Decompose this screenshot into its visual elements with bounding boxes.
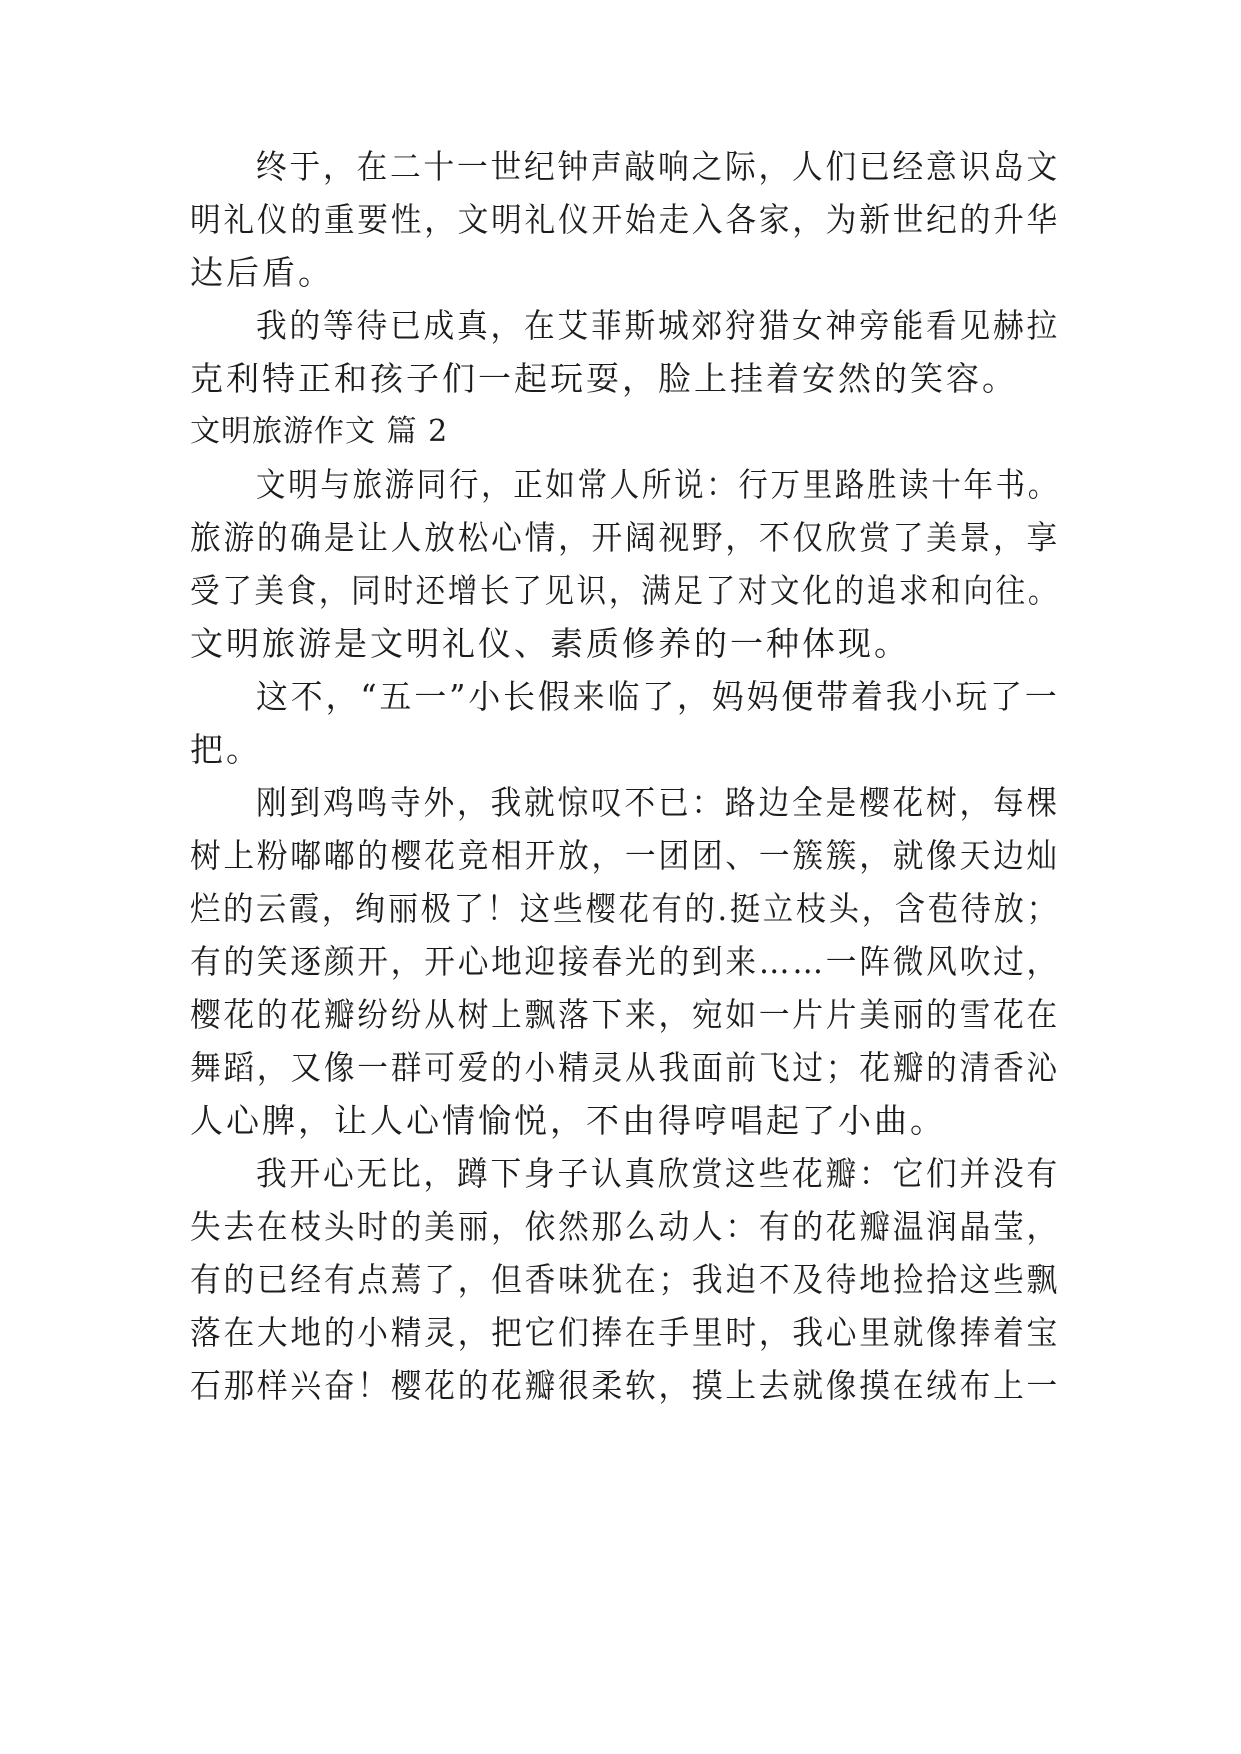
section-heading: 文明旅游作文 篇 2 — [190, 414, 449, 449]
paragraph-line: 舞蹈，又像一群可爱的小精灵从我面前飞过；花瓣的清香沁 — [190, 1048, 1061, 1087]
paragraph-line: 刚到鸡鸣寺外，我就惊叹不已：路边全是樱花树，每棵 — [256, 783, 1061, 822]
paragraph-line: 明礼仪的重要性，文明礼仪开始走入各家，为新世纪的升华 — [190, 200, 1061, 239]
paragraph-line: 烂的云霞，绚丽极了！这些樱花有的.挺立枝头，含苞待放； — [190, 889, 1060, 928]
paragraph-line: 落在大地的小精灵，把它们捧在手里时，我心里就像捧着宝 — [190, 1313, 1061, 1352]
paragraph-line: 克利特正和孩子们一起玩耍，脸上挂着安然的笑容。 — [190, 359, 1018, 398]
paragraph-line: 我的等待已成真，在艾菲斯城郊狩猎女神旁能看见赫拉 — [256, 306, 1061, 345]
paragraph-line: 有的笑逐颜开，开心地迎接春光的到来……一阵微风吹过， — [190, 942, 1061, 981]
paragraph-line: 这不，“五一”小长假来临了，妈妈便带着我小玩了一 — [256, 677, 1060, 716]
paragraph-line: 达后盾。 — [190, 253, 334, 292]
paragraph-line: 树上粉嘟嘟的樱花竞相开放，一团团、一簇簇，就像天边灿 — [190, 836, 1061, 875]
paragraph-line: 文明与旅游同行，正如常人所说：行万里路胜读十年书。 — [256, 465, 1060, 504]
paragraph-line: 樱花的花瓣纷纷从树上飘落下来，宛如一片片美丽的雪花在 — [190, 995, 1061, 1034]
paragraph-line: 受了美食，同时还增长了见识，满足了对文化的追求和向往。 — [190, 571, 1061, 610]
paragraph-line: 我开心无比，蹲下身子认真欣赏这些花瓣：它们并没有 — [256, 1154, 1061, 1193]
paragraph-line: 终于，在二十一世纪钟声敲响之际，人们已经意识岛文 — [256, 147, 1061, 186]
paragraph-line: 石那样兴奋！樱花的花瓣很柔软，摸上去就像摸在绒布上一 — [190, 1366, 1061, 1405]
paragraph-line: 文明旅游是文明礼仪、素质修养的一种体现。 — [190, 624, 910, 663]
paragraph-line: 把。 — [190, 730, 262, 769]
paragraph-line: 旅游的确是让人放松心情，开阔视野，不仅欣赏了美景，享 — [190, 518, 1061, 557]
paragraph-line: 人心脾，让人心情愉悦，不由得哼唱起了小曲。 — [190, 1101, 946, 1140]
paragraph-line: 失去在枝头时的美丽，依然那么动人：有的花瓣温润晶莹， — [190, 1207, 1061, 1246]
paragraph-line: 有的已经有点蔫了，但香味犹在；我迫不及待地捡拾这些飘 — [190, 1260, 1061, 1299]
